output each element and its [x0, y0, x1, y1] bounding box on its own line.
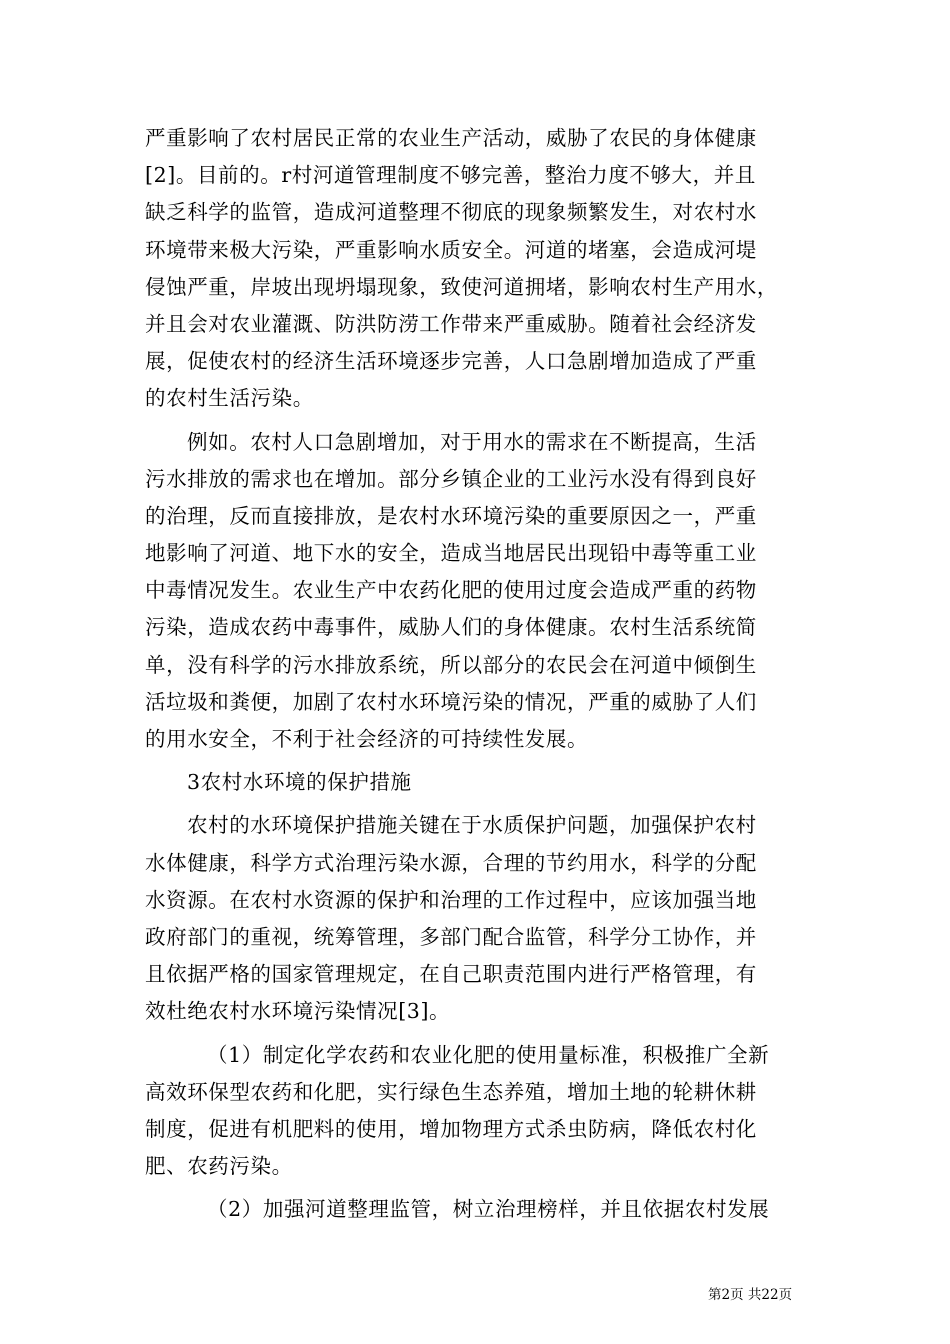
- text-line: 制度，促进有机肥料的使用，增加物理方式杀虫防病，降低农村化: [145, 1116, 757, 1141]
- section-heading: [145, 764, 825, 801]
- text-line: （1）制定化学农药和农业化肥的使用量标准，积极推广全新: [207, 1042, 770, 1067]
- text-line: 效杜绝农村水环境污染情况[3]。: [145, 999, 451, 1024]
- text-line: 政府部门的重视，统筹管理，多部门配合监管，科学分工协作，并: [145, 924, 757, 949]
- text-line: [2]。目前的。r村河道管理制度不够完善，整治力度不够大，并且: [145, 163, 756, 188]
- text-line: 展，促使农村的经济生活环境逐步完善，人口急剧增加造成了严重: [145, 349, 757, 374]
- heading-text: 3农村水环境的保护措施: [187, 770, 412, 795]
- page-footer: [708, 1283, 792, 1303]
- list-item: [145, 1191, 825, 1228]
- text-line: 的治理，反而直接排放，是农村水环境污染的重要原因之一，严重: [145, 503, 757, 528]
- text-line: 且依据严格的国家管理规定，在自己职责范围内进行严格管理，有: [145, 962, 757, 987]
- text-line: 地影响了河道、地下水的安全，造成当地居民出现铅中毒等重工业: [145, 541, 757, 566]
- footer-suffix: 页: [778, 1287, 793, 1303]
- paragraph: [145, 424, 825, 759]
- text-line: 的用水安全，不利于社会经济的可持续性发展。: [145, 727, 589, 751]
- list-item: [145, 1037, 825, 1186]
- text-line: 污染，造成农药中毒事件，威胁人们的身体健康。农村生活系统简: [145, 615, 757, 640]
- text-line: 水资源。在农村水资源的保护和治理的工作过程中，应该加强当地: [145, 887, 757, 912]
- text-line: （2）加强河道整理监管，树立治理榜样，并且依据农村发展: [207, 1197, 770, 1222]
- paragraph: [145, 807, 825, 1030]
- text-line: 污水排放的需求也在增加。部分乡镇企业的工业污水没有得到良好: [145, 466, 757, 491]
- footer-page-number: 2: [721, 1287, 731, 1303]
- text-line: 单，没有科学的污水排放系统，所以部分的农民会在河道中倾倒生: [145, 652, 757, 677]
- text-line: 例如。农村人口急剧增加，对于用水的需求在不断提高，生活: [187, 429, 757, 454]
- text-line: 水体健康，科学方式治理污染水源，合理的节约用水，科学的分配: [145, 850, 757, 875]
- text-line: 活垃圾和粪便，加剧了农村水环境污染的情况，严重的威胁了人们: [145, 689, 757, 714]
- text-line: 侵蚀严重，岸坡出现坍塌现象，致使河道拥堵，影响农村生产用水，: [145, 274, 778, 299]
- text-line: 并且会对农业灌溉、防洪防涝工作带来严重威胁。随着社会经济发: [145, 311, 757, 336]
- footer-prefix: 第: [708, 1287, 722, 1303]
- text-line: 环境带来极大污染，严重影响水质安全。河道的堵塞，会造成河堤: [145, 237, 757, 262]
- text-line: 农村的水环境保护措施关键在于水质保护问题，加强保护农村: [187, 813, 757, 838]
- text-line: 的农村生活污染。: [145, 386, 314, 411]
- text-line: 缺乏科学的监管，造成河道整理不彻底的现象频繁发生，对农村水: [145, 200, 757, 225]
- text-line: 高效环保型农药和化肥，实行绿色生态养殖，增加土地的轮耕休耕: [145, 1079, 757, 1104]
- text-line: 中毒情况发生。农业生产中农药化肥的使用过度会造成严重的药物: [145, 578, 757, 603]
- text-line: 肥、农药污染。: [145, 1154, 293, 1179]
- footer-middle: 页 共: [730, 1287, 762, 1303]
- document-body: [145, 120, 825, 1228]
- paragraph: [145, 120, 825, 418]
- footer-total-pages: 22: [761, 1287, 779, 1303]
- text-line: 严重影响了农村居民正常的农业生产活动，威胁了农民的身体健康: [145, 126, 757, 150]
